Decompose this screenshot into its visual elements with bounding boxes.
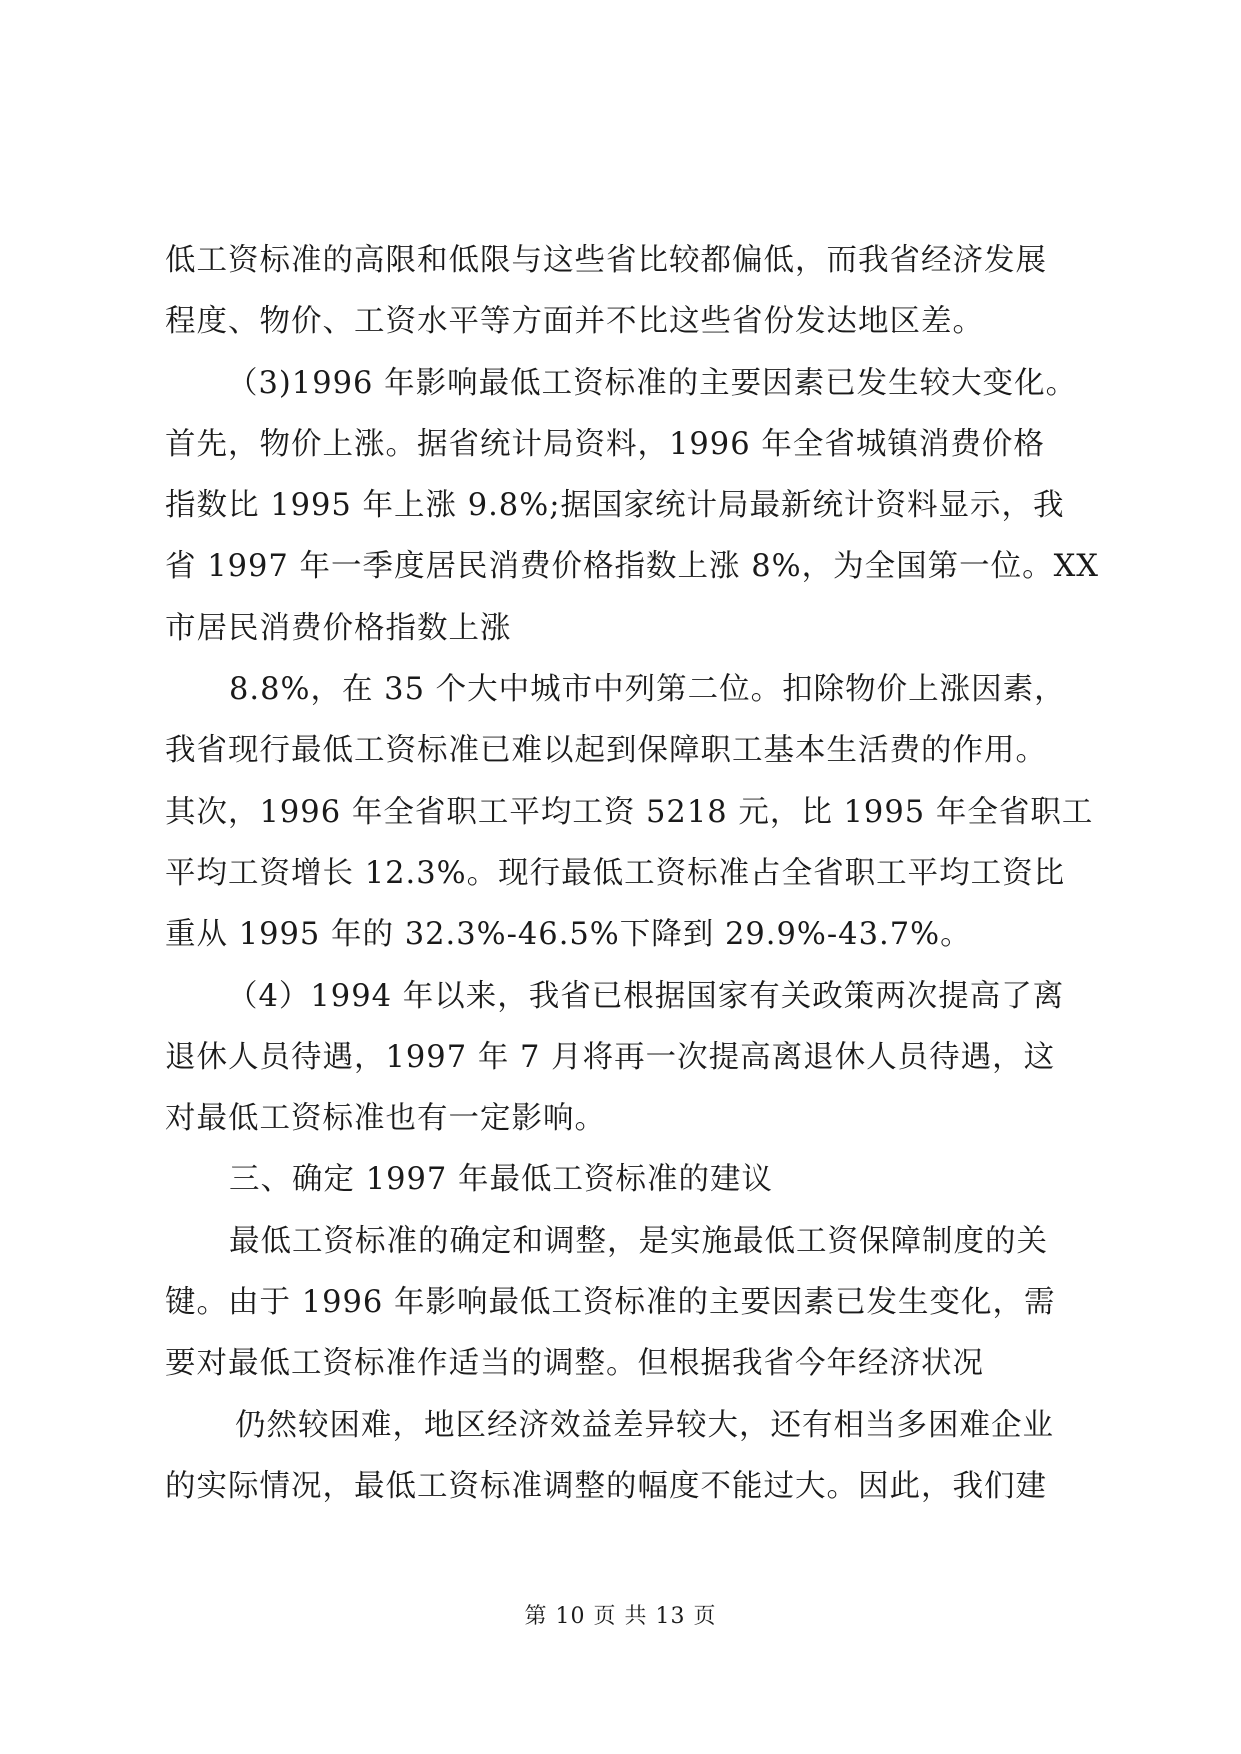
text-line: 8.8%，在 35 个大中城市中列第二位。扣除物价上涨因素， [229,672,1066,708]
text-line: 低工资标准的高限和低限与这些省比较都偏低，而我省经济发展 [165,243,1047,278]
text-line: 的实际情况，最低工资标准调整的幅度不能过大。因此，我们建 [165,1468,1047,1504]
text-line: （4）1994 年以来，我省已根据国家有关政策两次提高了离 [227,978,1065,1014]
text-line: 重从 1995 年的 32.3%-46.5%下降到 29.9%-43.7%。 [165,917,972,953]
text-line: 其次，1996 年全省职工平均工资 5218 元，比 1995 年全省职工 [165,794,1094,830]
document-body [165,230,1100,1517]
text-line: 要对最低工资标准作适当的调整。但根据我省今年经济状况 [165,1346,984,1382]
text-line: 程度、物价、工资水平等方面并不比这些省份发达地区差。 [165,304,984,340]
section-heading: 三、确定 1997 年最低工资标准的建议 [229,1162,774,1198]
text-line: 最低工资标准的确定和调整，是实施最低工资保障制度的关 [229,1223,1048,1259]
text-line: 市居民消费价格指数上涨 [165,610,512,646]
text-line: （3)1996 年影响最低工资标准的主要因素已发生较大变化。 [227,365,1078,401]
text-line: 省 1997 年一季度居民消费价格指数上涨 8%，为全国第一位。XX [165,549,1100,585]
text-line: 指数比 1995 年上涨 9.8%;据国家统计局最新统计资料显示，我 [165,488,1065,524]
text-line: 平均工资增长 12.3%。现行最低工资标准占全省职工平均工资比 [165,855,1066,891]
text-line: 对最低工资标准也有一定影响。 [165,1101,606,1137]
text-line: 仍然较困难，地区经济效益差异较大，还有相当多困难企业 [235,1407,1054,1443]
text-line: 键。由于 1996 年影响最低工资标准的主要因素已发生变化，需 [165,1285,1056,1321]
text-line: 退休人员待遇，1997 年 7 月将再一次提高离退休人员待遇，这 [165,1039,1056,1075]
page-number-footer: 第 10 页 共 13 页 [524,1604,717,1629]
text-line: 首先，物价上涨。据省统计局资料，1996 年全省城镇消费价格 [165,426,1045,462]
text-line: 我省现行最低工资标准已难以起到保障职工基本生活费的作用。 [165,733,1047,769]
